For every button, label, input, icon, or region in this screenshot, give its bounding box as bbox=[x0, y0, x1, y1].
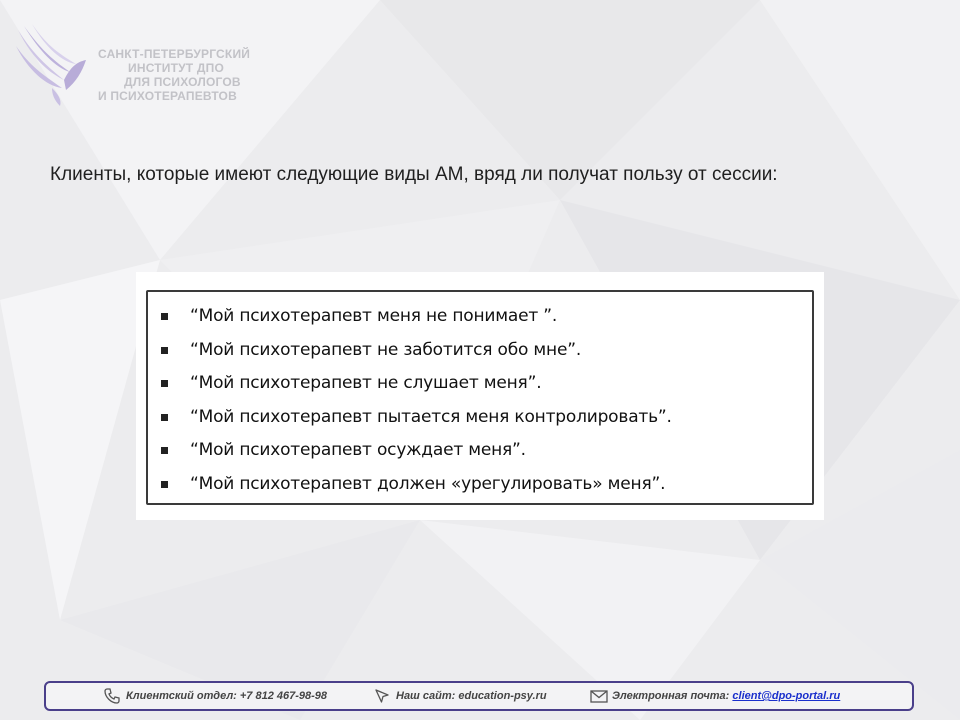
phone-label: Клиентский отдел: +7 812 467-98-98 bbox=[126, 690, 328, 702]
quote-text: “Мой психотерапевт должен «урегулировать» меня”. bbox=[190, 473, 666, 494]
list-item bbox=[158, 300, 672, 334]
quote-text: “Мой психотерапевт не заботится обо мне”. bbox=[190, 339, 582, 360]
logo-line: ДЛЯ ПСИХОЛОГОВ bbox=[124, 75, 241, 89]
footer-phone bbox=[104, 683, 354, 709]
quote-text: “Мой психотерапевт не слушает меня”. bbox=[190, 373, 542, 393]
quote-list bbox=[158, 300, 672, 501]
cursor-icon bbox=[374, 688, 390, 704]
list-item bbox=[158, 367, 672, 401]
list-item bbox=[158, 334, 672, 368]
quote-text: “Мой психотерапевт пытается меня контролировать”. bbox=[190, 406, 672, 427]
envelope-icon bbox=[590, 688, 608, 704]
logo-line: САНКТ-ПЕТЕРБУРГСКИЙ bbox=[98, 47, 251, 61]
phone-icon bbox=[104, 688, 120, 704]
square-bullet-icon bbox=[161, 481, 168, 488]
slide-headline: Клиенты, которые имеют следующие виды АМ, вряд ли получат пользу от сессии: bbox=[50, 164, 778, 185]
email-link[interactable]: client@dpo-portal.ru bbox=[732, 690, 841, 702]
list-item bbox=[158, 468, 672, 502]
square-bullet-icon bbox=[161, 447, 168, 454]
logo-text bbox=[98, 47, 250, 103]
scanned-quote-box bbox=[136, 272, 824, 520]
footer-site bbox=[374, 683, 574, 709]
wing-logo-icon bbox=[12, 22, 92, 107]
list-item bbox=[158, 401, 672, 435]
institute-logo bbox=[12, 22, 262, 112]
logo-line: ИНСТИТУТ ДПО bbox=[128, 61, 224, 75]
email-prefix: Электронная почта: bbox=[612, 690, 733, 702]
logo-line: И ПСИХОТЕРАПЕВТОВ bbox=[98, 89, 237, 103]
square-bullet-icon bbox=[161, 414, 168, 421]
footer-email bbox=[590, 683, 890, 709]
list-item bbox=[158, 434, 672, 468]
site-label: Наш сайт: education-psy.ru bbox=[396, 690, 547, 702]
square-bullet-icon bbox=[161, 313, 168, 320]
square-bullet-icon bbox=[161, 380, 168, 387]
email-label bbox=[612, 683, 840, 709]
quote-text: “Мой психотерапевт меня не понимает ”. bbox=[190, 306, 558, 326]
contact-footer bbox=[44, 681, 914, 711]
square-bullet-icon bbox=[161, 347, 168, 354]
quote-text: “Мой психотерапевт осуждает меня”. bbox=[190, 440, 526, 460]
